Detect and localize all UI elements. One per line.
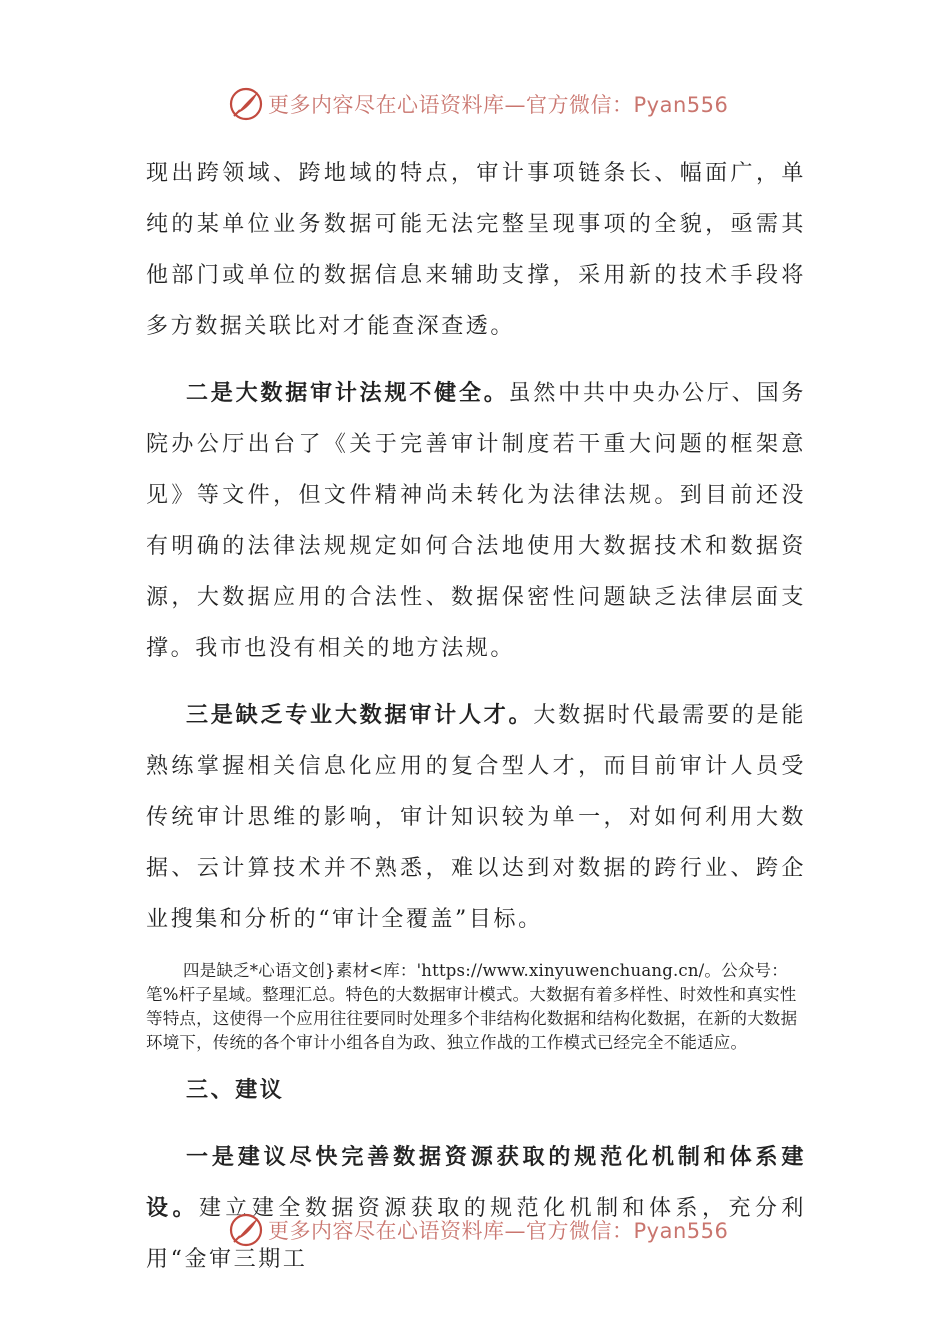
suggestion-one-heading: 一是建议尽快完善数据资源获取的规范化机制和体系建设。 [146,1144,806,1221]
quill-logo-icon [228,1212,264,1248]
paragraph-point-four: 四是缺乏*心语文创}素材<库：'https://www.xinyuwenchuang.cn/。公众号：笔%杆子星域。整理汇总。特色的大数据审计模式。大数据有着多样性、时效性和真实性等特点，这使得一个应用往往要同时处理多个非结构化数据和结构化数据，在新的大数据环境下，传统的各个审计小组各自为政、独立作战的工作模式已经完全不能适应。 [146,961,798,1052]
document-body [146,148,806,1285]
point-two-text: 虽然中共中央办公厅、国务院办公厅出台了《关于完善审计制度若干重大问题的框架意见》等文件，但文件精神尚未转化为法律法规。到目前还没有明确的法律法规规定如何合法地使用大数据技术和数据资源，大数据应用的合法性、数据保密性问题缺乏法律层面支撑。我市也没有相关的地方法规。 [146,381,807,661]
quill-logo-icon [228,86,264,122]
point-three-heading: 三是缺乏专业大数据审计人才。 [186,702,534,728]
paragraph-point-two [146,368,806,674]
point-two-heading: 二是大数据审计法规不健全。 [186,380,509,406]
paragraph-continuation: 现出跨领域、跨地域的特点，审计事项链条长、幅面广，单纯的某单位业务数据可能无法完整呈现事项的全貌，亟需其他部门或单位的数据信息来辅助支撑，采用新的技术手段将多方数据关联比对才能查深查透。 [146,161,806,339]
point-three-text: 大数据时代最需要的是能熟练掌握相关信息化应用的复合型人才，而目前审计人员受传统审计思维的影响，审计知识较为单一，对如何利用大数据、云计算技术并不熟悉，难以达到对数据的跨行业、跨企业搜集和分析的“审计全覆盖”目标。 [146,703,806,932]
header-banner [228,84,728,124]
paragraph-point-three [146,690,806,945]
header-banner-text: 更多内容尽在心语资料库—官方微信：Pyan556 [268,93,729,117]
footer-banner-text: 更多内容尽在心语资料库—官方微信：Pyan556 [268,1219,729,1243]
paragraph-suggestion-one [146,1132,806,1285]
footer-banner [228,1210,728,1250]
section-heading: 三、建议 [186,1077,285,1103]
suggestion-one-text: 建立建全数据资源获取的规范化机制和体系，充分利用“金审三期工 [146,1196,806,1272]
